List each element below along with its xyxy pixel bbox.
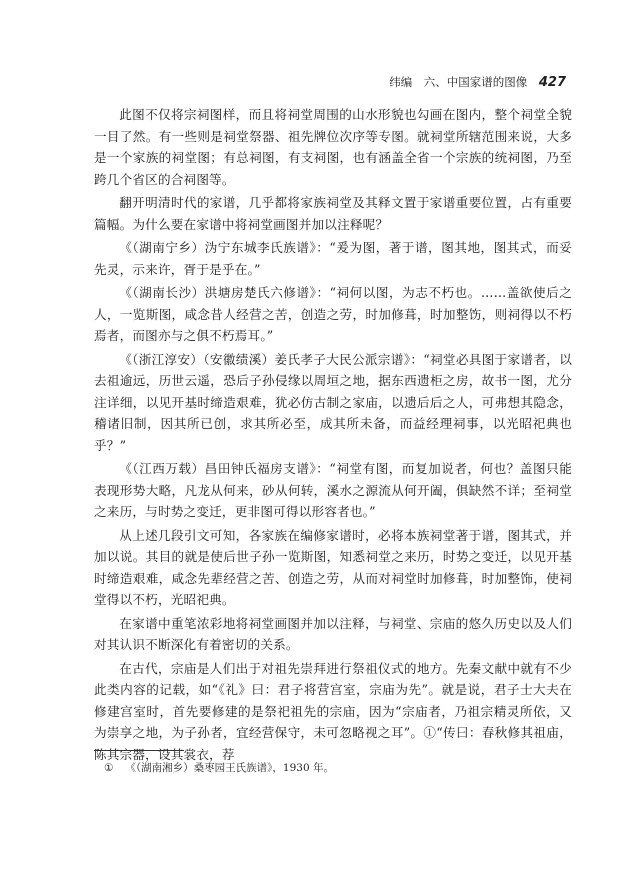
paragraph-2: 翻开明清时代的家谱，几乎都将家族祠堂及其释文置于家谱重要位置，占有重要篇幅。为什么要在家谱中将祠堂画图并加以注释呢？ — [94, 195, 572, 232]
body-text — [94, 104, 572, 767]
quote-ningxiang: 《（湖南宁乡）沩宁东城李氏族谱》：“爰为图，著于谱，图其地，图其式，而妥先灵，示来许，胥于是乎在。” — [94, 240, 572, 277]
running-title: 纬编 六、中国家谱的图像 — [389, 75, 528, 89]
page-number: 427 — [538, 75, 566, 90]
quote-chunan: 《（浙江淳安）（安徽绩溪）姜氏孝子大民公派宗谱》：“祠堂必具图于家谱者，以去祖逾远，历世云遥，恐后子孙侵缘以周垣之地，据东西遗柜之房，故书一图，尤分注详细，以见开基时缔造艰难，犹必仿古制之家庙，以遗后后之人，可弗想其隐念，稽诸旧制，因其所已创，求其所必至，成其所未备，而益经理祠事，以光昭祀典也乎？” — [94, 351, 572, 453]
paragraph-relation: 在家谱中重笔浓彩地将祠堂画图并加以注释，与祠堂、宗庙的悠久历史以及人们对其认识不断深化有着密切的关系。 — [94, 615, 572, 652]
footnote-marker: ① — [104, 762, 114, 774]
paragraph-ancient: 在古代，宗庙是人们出于对祖先崇拜进行祭祖仪式的地方。先秦文献中就有不少此类内容的记载，如“《礼》曰：君子将营宫室，宗庙为先”。就是说，君子士大夫在修建宫室时，首先要修建的是祭祀祖先的宗庙，因为“宗庙者，乃祖宗精灵所依，又为崇享之地，为子孙者，宜经营保守，未可忽略视之耳”。①“传曰：春秋修其祖庙，陈其宗器，设其裳衣，荐 — [94, 660, 572, 762]
running-header — [80, 74, 566, 90]
footnote — [104, 760, 564, 776]
paragraph-1: 此图不仅将宗祠图样，而且将祠堂周围的山水形貌也勾画在图内，整个祠堂全貌一目了然。有一些则是祠堂祭器、祖先牌位次序等专图。就祠堂所辖范围来说，大多是一个家族的祠堂图；有总祠图，有支祠图，也有涵盖全省一个宗族的统祠图，乃至跨几个省区的合祠图等。 — [94, 107, 572, 187]
footnote-divider — [94, 750, 184, 751]
footnote-text: 《（湖南湘乡）桑枣园王氏族谱》，1930 年。 — [125, 762, 334, 774]
quote-wanzai: 《（江西万载）昌田钟氏福房支谱》：“祠堂有图，而复加说者，何也？盖图只能表现形势大略，凡龙从何来，砂从何转，溪水之源流从何开阖，俱缺然不详；至祠堂之来历，与时势之变迁，更非图可得以形容者也。” — [94, 461, 572, 519]
quote-changsha: 《（湖南长沙）洪塘房楚氏六修谱》：“祠何以图，为志不朽也。……盖欲使后之人，一览斯图，咸念昔人经营之苦，创造之劳，时加修葺，时加整饬，则祠得以不朽焉者，而图亦与之俱不朽焉耳。” — [94, 285, 572, 343]
paragraph-summary: 从上述几段引文可知，各家族在编修家谱时，必将本族祠堂著于谱，图其式，并加以说。其目的就是使后世子孙一览斯图，知悉祠堂之来历，时势之变迁，以见开基时缔造艰难，咸念先辈经营之苦、创造之劳，从而对祠堂时加修葺，时加整饰，使祠堂得以不朽，光昭祀典。 — [94, 527, 572, 607]
